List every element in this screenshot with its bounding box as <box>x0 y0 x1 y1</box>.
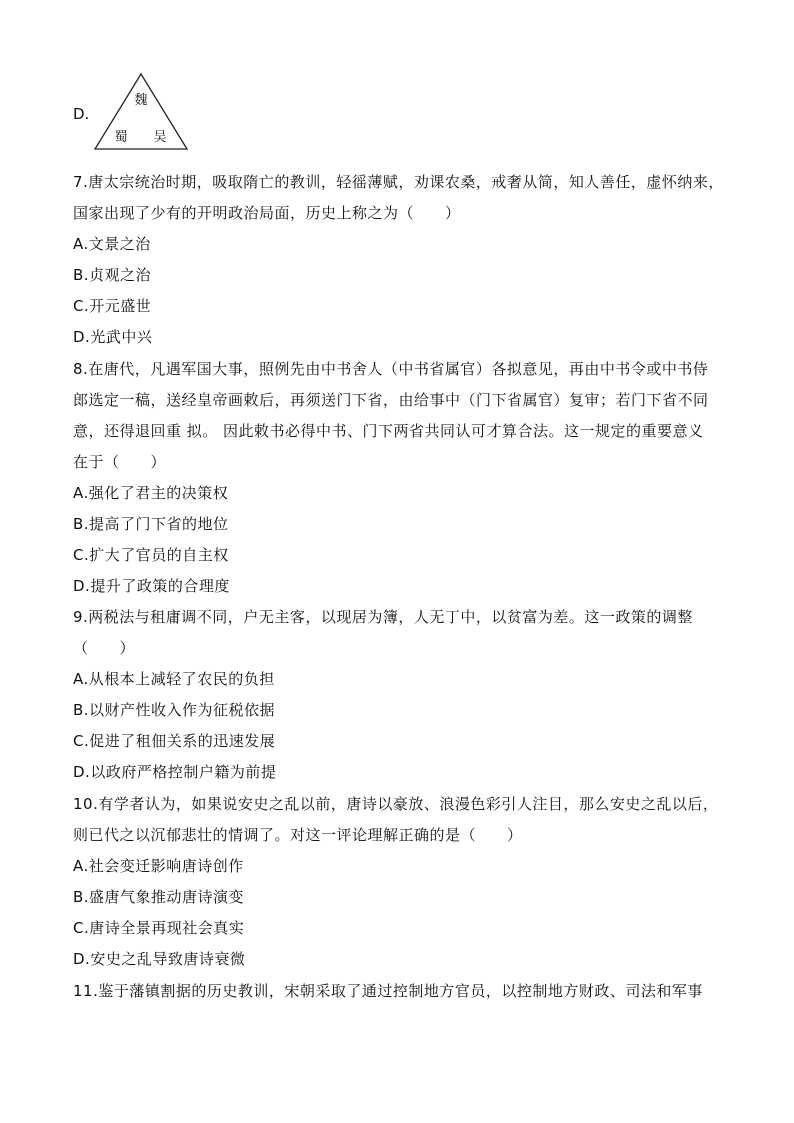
q7-stem-line-1: 7.唐太宗统治时期，吸取隋亡的教训，轻徭薄赋，劝课农桑，戒奢从简，知人善任，虚怀纳来， <box>73 173 724 191</box>
q8-stem-line-3: 意，还得退回重 拟。 因此敕书必得中书、门下两省共同认可才算合法。这一规定的重要意义 <box>73 422 704 440</box>
q7-stem-line-2: 国家出现了少有的开明政治局面，历史上称之为（ ） <box>73 204 461 222</box>
q10-option-b: B.盛唐气象推动唐诗演变 <box>73 888 245 906</box>
q10-stem-line-2: 则已代之以沉郁悲壮的情调了。对这一评论理解正确的是（ ） <box>73 826 523 844</box>
q9-stem-line-2: （ ） <box>73 639 136 657</box>
q9-stem-line-1: 9.两税法与租庸调不同，户无主客，以现居为簿，人无丁中，以贫富为差。这一政策的调整 <box>73 608 693 626</box>
q9-option-d: D.以政府严格控制户籍为前提 <box>73 763 277 781</box>
three-kingdoms-triangle-figure <box>93 72 189 156</box>
q8-stem-line-4: 在于（ ） <box>73 453 167 471</box>
q8-option-d: D.提升了政策的合理度 <box>73 577 230 595</box>
triangle-label-left: 蜀 <box>114 130 128 145</box>
q9-option-b: B.以财产性收入作为征税依据 <box>73 701 276 719</box>
q8-option-c: C.扩大了官员的自主权 <box>73 546 229 564</box>
q7-option-c: C.开元盛世 <box>73 297 152 315</box>
q9-option-a: A.从根本上减轻了农民的负担 <box>73 670 275 688</box>
q7-option-a: A.文景之治 <box>73 235 151 253</box>
q10-option-a: A.社会变迁影响唐诗创作 <box>73 857 244 875</box>
q10-stem-line-1: 10.有学者认为，如果说安史之乱以前，唐诗以豪放、浪漫色彩引人注目，那么安史之乱以后， <box>73 795 719 813</box>
triangle-diagram <box>93 72 189 152</box>
q8-stem-line-2: 郎选定一稿，送经皇帝画敕后，再须送门下省，由给事中（门下省属官）复审；若门下省不同 <box>73 391 709 409</box>
q11-stem-line-1: 11.鉴于藩镇割据的历史教训，宋朝采取了通过控制地方官员，以控制地方财政、司法和军事 <box>73 982 703 1000</box>
q9-option-c: C.促进了租佃关系的迅速发展 <box>73 732 276 750</box>
triangle-label-right: 吴 <box>153 130 167 145</box>
triangle-label-top: 魏 <box>134 93 148 108</box>
q7-option-b: B.贞观之治 <box>73 266 152 284</box>
prev-option-d-label: D. <box>73 105 90 123</box>
q7-option-d: D.光武中兴 <box>73 328 153 346</box>
q10-option-d: D.安史之乱导致唐诗衰微 <box>73 950 246 968</box>
q8-option-b: B.提高了门下省的地位 <box>73 515 229 533</box>
q8-stem-line-1: 8.在唐代，凡遇军国大事，照例先由中书舍人（中书省属官）各拟意见，再由中书令或中书侍 <box>73 360 709 378</box>
q8-option-a: A.强化了君主的决策权 <box>73 484 229 502</box>
q10-option-c: C.唐诗全景再现社会真实 <box>73 919 245 937</box>
